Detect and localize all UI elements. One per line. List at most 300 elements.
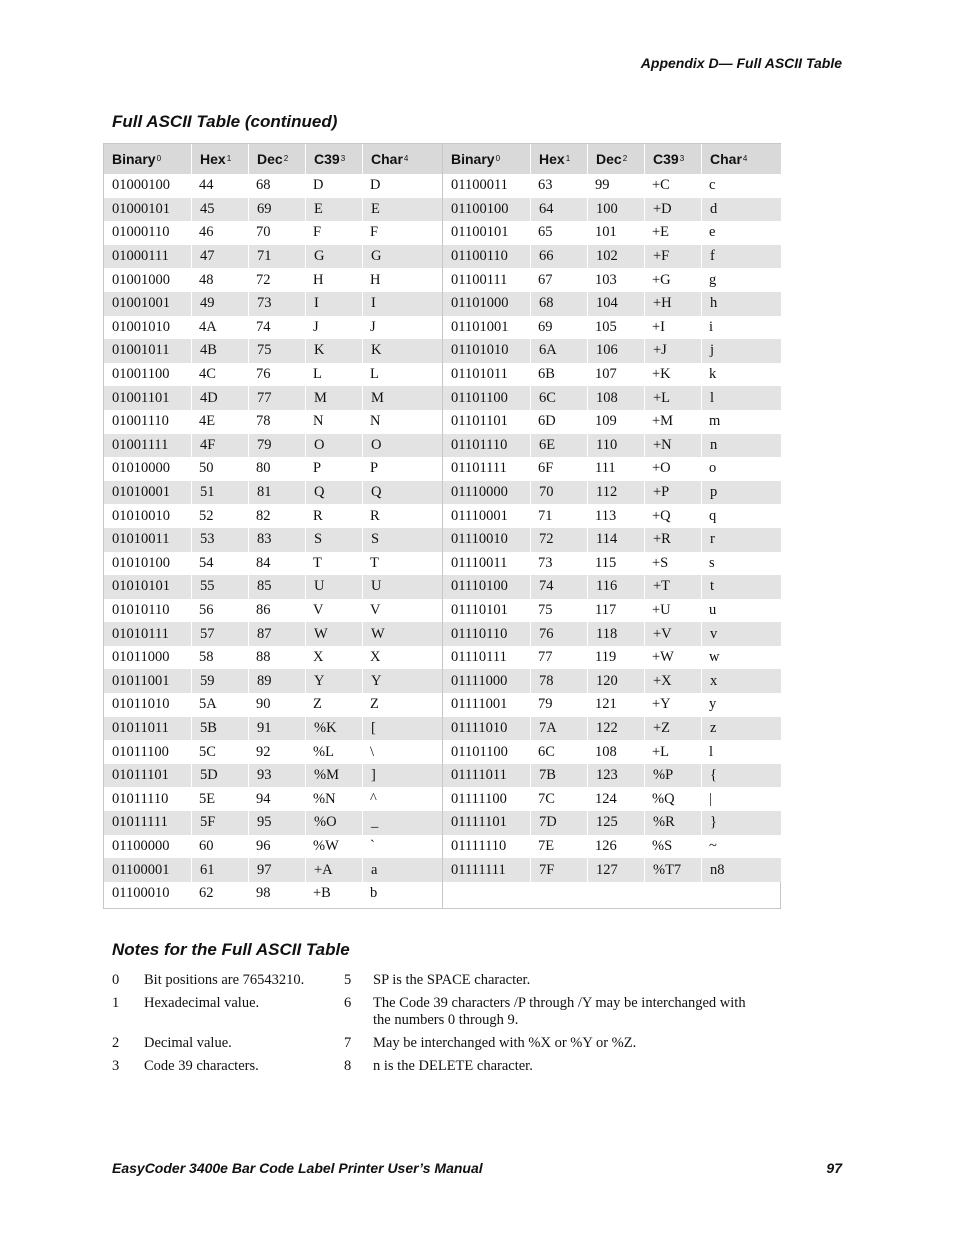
cell-char: w — [709, 649, 720, 666]
cell-c39: +V — [644, 622, 701, 646]
cell-char: ^ — [370, 790, 377, 807]
cell-dec: 74 — [256, 318, 271, 335]
cell-c39: +E — [652, 224, 670, 241]
cell-binary: 01001000 — [112, 271, 170, 288]
cell-binary: 01111011 — [451, 767, 507, 784]
cell-binary: 01101111 — [451, 460, 507, 477]
cell-char: q — [709, 507, 717, 524]
cell-char: d — [701, 198, 781, 222]
table-row — [443, 174, 781, 198]
ascii-table-right-half — [443, 144, 781, 882]
cell-dec: 109 — [595, 413, 617, 430]
cell-binary: 01110010 — [451, 531, 508, 548]
cell-c39: L — [313, 366, 322, 383]
cell-binary: 01110101 — [451, 601, 508, 618]
cell-char: i — [709, 318, 714, 335]
note-item — [112, 972, 344, 989]
cell-char: n8 — [701, 858, 781, 882]
cell-binary: 01100100 — [451, 200, 509, 217]
cell-char: l — [709, 743, 714, 760]
cell-c39: +X — [644, 669, 701, 693]
cell-dec: 119 — [595, 649, 617, 666]
cell-binary: 01111111 — [451, 861, 506, 878]
cell-dec: 118 — [587, 622, 644, 646]
cell-dec: 117 — [595, 601, 617, 618]
cell-dec: 68 — [256, 177, 271, 194]
cell-char: L — [370, 366, 379, 383]
cell-binary: 01010101 — [112, 578, 170, 595]
table-row — [443, 316, 781, 340]
cell-c39: %O — [305, 811, 362, 835]
cell-hex: 56 — [199, 601, 214, 618]
cell-binary: 01110100 — [451, 578, 508, 595]
cell-binary: 01001001 — [112, 295, 170, 312]
cell-hex: 6D — [538, 413, 556, 430]
cell-hex: 60 — [199, 837, 214, 854]
cell-binary: 01011000 — [112, 649, 170, 666]
cell-dec: 113 — [595, 507, 617, 524]
table-row — [104, 198, 442, 222]
table-row — [104, 622, 442, 646]
cell-hex: 71 — [538, 507, 553, 524]
cell-hex: 6F — [538, 460, 554, 477]
cell-c39: I — [305, 292, 362, 316]
cell-char: I — [362, 292, 442, 316]
cell-char: u — [709, 601, 717, 618]
cell-c39: +R — [644, 528, 701, 552]
table-row — [443, 646, 781, 670]
table-row — [104, 693, 442, 717]
cell-char: U — [362, 575, 442, 599]
cell-binary: 01001011 — [112, 342, 170, 359]
table-row — [104, 457, 442, 481]
cell-hex: 7A — [530, 717, 587, 741]
cell-char: O — [362, 434, 442, 458]
cell-dec: 97 — [248, 858, 305, 882]
cell-hex: 4B — [191, 339, 248, 363]
cell-c39: +I — [652, 318, 666, 335]
cell-dec: 87 — [248, 622, 305, 646]
cell-dec: 107 — [595, 366, 617, 383]
table-row — [443, 811, 781, 835]
cell-c39: +H — [644, 292, 701, 316]
table-row — [443, 221, 781, 245]
cell-char: S — [362, 528, 442, 552]
cell-binary: 01010100 — [112, 554, 170, 571]
table-row — [104, 386, 442, 410]
cell-hex: 4E — [199, 413, 216, 430]
table-row — [443, 787, 781, 811]
note-text: Bit positions are 76543210. — [144, 972, 305, 988]
cell-dec: 114 — [587, 528, 644, 552]
cell-binary: 01010000 — [112, 460, 170, 477]
cell-c39: +D — [644, 198, 701, 222]
cell-binary: 01011111 — [112, 814, 168, 831]
cell-dec: 116 — [587, 575, 644, 599]
column-header-dec: Dec 2 — [587, 144, 644, 174]
table-row — [104, 575, 442, 599]
cell-hex: 72 — [530, 528, 587, 552]
cell-hex: 67 — [538, 271, 553, 288]
cell-dec: 90 — [256, 696, 271, 713]
table-row — [104, 268, 442, 292]
table-row — [104, 669, 442, 693]
cell-c39: +U — [652, 601, 671, 618]
cell-c39: +J — [644, 339, 701, 363]
cell-dec: 83 — [248, 528, 305, 552]
cell-c39: %S — [652, 837, 673, 854]
cell-hex: 58 — [199, 649, 214, 666]
cell-dec: 94 — [256, 790, 271, 807]
cell-c39: W — [305, 622, 362, 646]
cell-hex: 79 — [538, 696, 553, 713]
cell-dec: 79 — [248, 434, 305, 458]
cell-dec: 101 — [595, 224, 617, 241]
cell-dec: 84 — [256, 554, 271, 571]
cell-dec: 80 — [256, 460, 271, 477]
table-row — [443, 410, 781, 434]
cell-c39: Q — [305, 481, 362, 505]
table-row — [104, 363, 442, 387]
note-text: n is the DELETE character. — [373, 1058, 533, 1074]
cell-dec: 102 — [587, 245, 644, 269]
note-number: 1 — [112, 995, 120, 1011]
cell-c39: H — [313, 271, 324, 288]
cell-dec: 108 — [595, 743, 617, 760]
table-row — [104, 787, 442, 811]
table-row — [104, 434, 442, 458]
cell-hex: 78 — [530, 669, 587, 693]
table-row — [104, 221, 442, 245]
column-header-label: Char — [710, 151, 742, 167]
table-title: Full ASCII Table (continued) — [112, 112, 338, 131]
cell-dec: 104 — [587, 292, 644, 316]
column-header-label: Hex — [539, 151, 565, 167]
cell-binary: 01000100 — [112, 177, 170, 194]
cell-c39: +C — [652, 177, 670, 194]
ascii-table — [103, 143, 781, 909]
cell-c39: O — [305, 434, 362, 458]
table-row — [443, 622, 781, 646]
cell-binary: 01010010 — [112, 507, 170, 524]
table-row — [443, 552, 781, 576]
cell-hex: 5D — [191, 764, 248, 788]
note-number: 5 — [344, 972, 352, 988]
cell-dec: 72 — [256, 271, 271, 288]
cell-c39: D — [313, 177, 324, 194]
notes-left-column — [112, 972, 344, 1081]
cell-char: X — [370, 649, 381, 666]
cell-binary: 01111110 — [451, 837, 507, 854]
cell-c39: +T — [644, 575, 701, 599]
cell-binary: 01100110 — [451, 248, 508, 265]
cell-dec: 106 — [587, 339, 644, 363]
cell-hex: 52 — [199, 507, 214, 524]
note-text: Code 39 characters. — [144, 1058, 259, 1074]
cell-hex: 57 — [191, 622, 248, 646]
cell-dec: 121 — [595, 696, 617, 713]
cell-c39: %T7 — [644, 858, 701, 882]
cell-hex: 55 — [191, 575, 248, 599]
table-row — [443, 669, 781, 693]
table-row — [443, 858, 781, 882]
cell-char: f — [701, 245, 781, 269]
column-header-label: Char — [371, 151, 403, 167]
table-row — [443, 740, 781, 764]
column-header-hex: Hex 1 — [191, 144, 248, 174]
cell-dec: 76 — [256, 366, 271, 383]
table-row — [443, 528, 781, 552]
cell-char: n — [701, 434, 781, 458]
table-row — [443, 268, 781, 292]
cell-hex: 66 — [530, 245, 587, 269]
note-text: The Code 39 characters /P through /Y may be interchanged with the numbers 0 through 9. — [373, 995, 746, 1028]
table-row — [104, 835, 442, 859]
cell-char: t — [701, 575, 781, 599]
table-row — [443, 363, 781, 387]
table-row — [104, 764, 442, 788]
cell-hex: 48 — [199, 271, 214, 288]
cell-binary: 01100010 — [112, 885, 170, 902]
cell-c39: +P — [644, 481, 701, 505]
column-header-label: Hex — [200, 151, 226, 167]
cell-binary: 01011101 — [112, 767, 169, 784]
cell-char: \ — [370, 743, 375, 760]
cell-binary: 01100101 — [451, 224, 509, 241]
column-header-hex: Hex 1 — [530, 144, 587, 174]
cell-char: | — [709, 790, 712, 807]
cell-binary: 01110011 — [451, 554, 508, 571]
column-header-label: Binary — [451, 151, 495, 167]
cell-char: o — [709, 460, 717, 477]
table-row — [104, 552, 442, 576]
cell-binary: 01010111 — [112, 625, 169, 642]
footer-title: EasyCoder 3400e Bar Code Label Printer User’s Manual — [112, 1160, 483, 1176]
cell-char: _ — [362, 811, 442, 835]
cell-dec: 85 — [248, 575, 305, 599]
cell-hex: 7B — [530, 764, 587, 788]
cell-c39: +O — [652, 460, 671, 477]
cell-char: M — [362, 386, 442, 410]
cell-c39: K — [305, 339, 362, 363]
table-row — [443, 386, 781, 410]
cell-hex: 5B — [191, 717, 248, 741]
notes-right-column — [344, 972, 764, 1081]
cell-dec: 100 — [587, 198, 644, 222]
cell-hex: 64 — [530, 198, 587, 222]
cell-c39: M — [305, 386, 362, 410]
table-row — [443, 717, 781, 741]
cell-hex: 68 — [530, 292, 587, 316]
cell-binary: 01111100 — [451, 790, 507, 807]
cell-c39: G — [305, 245, 362, 269]
note-item — [344, 1035, 764, 1052]
cell-dec: 99 — [595, 177, 610, 194]
cell-char: ` — [370, 837, 375, 854]
cell-binary: 01010001 — [112, 484, 170, 501]
cell-c39: +A — [305, 858, 362, 882]
note-item — [112, 1058, 344, 1075]
cell-c39: %M — [305, 764, 362, 788]
cell-hex: 53 — [191, 528, 248, 552]
cell-c39: +B — [313, 885, 331, 902]
note-number: 6 — [344, 995, 352, 1011]
cell-char: K — [362, 339, 442, 363]
cell-hex: 74 — [530, 575, 587, 599]
cell-char: Q — [362, 481, 442, 505]
cell-char: r — [701, 528, 781, 552]
cell-char: R — [370, 507, 380, 524]
cell-char: l — [701, 386, 781, 410]
cell-c39: F — [313, 224, 322, 241]
cell-c39: %Q — [652, 790, 675, 807]
note-number: 3 — [112, 1058, 120, 1074]
table-row — [443, 292, 781, 316]
cell-dec: 96 — [256, 837, 271, 854]
cell-char: W — [362, 622, 442, 646]
cell-c39: +S — [652, 554, 669, 571]
cell-hex: 61 — [191, 858, 248, 882]
cell-char: D — [370, 177, 381, 194]
cell-hex: 63 — [538, 177, 553, 194]
cell-dec: 110 — [587, 434, 644, 458]
table-row — [443, 434, 781, 458]
cell-hex: 4C — [199, 366, 216, 383]
cell-dec: 69 — [248, 198, 305, 222]
table-row — [104, 410, 442, 434]
cell-binary: 01111010 — [451, 719, 508, 736]
cell-c39: S — [305, 528, 362, 552]
cell-c39: +Z — [644, 717, 701, 741]
cell-c39: %W — [313, 837, 339, 854]
cell-hex: 59 — [191, 669, 248, 693]
cell-binary: 01100001 — [112, 861, 170, 878]
cell-binary: 01101110 — [451, 436, 508, 453]
cell-binary: 01011001 — [112, 672, 170, 689]
table-header-row — [104, 144, 442, 174]
column-header-binary: Binary 0 — [451, 151, 501, 167]
cell-char: H — [370, 271, 381, 288]
cell-hex: 65 — [538, 224, 553, 241]
cell-c39: +M — [652, 413, 674, 430]
cell-c39: +N — [644, 434, 701, 458]
cell-hex: 75 — [538, 601, 553, 618]
cell-dec: 78 — [256, 413, 271, 430]
column-header-label: Dec — [257, 151, 283, 167]
cell-dec: 75 — [248, 339, 305, 363]
cell-c39: X — [313, 649, 324, 666]
note-text: SP is the SPACE character. — [373, 972, 531, 988]
running-head: Appendix D— Full ASCII Table — [640, 55, 842, 71]
table-row — [443, 339, 781, 363]
cell-binary: 01010110 — [112, 601, 170, 618]
cell-hex: 5E — [199, 790, 216, 807]
cell-binary: 01100111 — [451, 271, 508, 288]
table-row — [104, 882, 442, 906]
cell-char: V — [370, 601, 381, 618]
cell-binary: 01100011 — [451, 177, 508, 194]
cell-dec: 70 — [256, 224, 271, 241]
cell-dec: 89 — [248, 669, 305, 693]
cell-char: s — [709, 554, 715, 571]
cell-c39: +L — [644, 386, 701, 410]
cell-dec: 86 — [256, 601, 271, 618]
note-number: 0 — [112, 972, 120, 988]
cell-char: a — [362, 858, 442, 882]
cell-dec: 103 — [595, 271, 617, 288]
cell-binary: 01100000 — [112, 837, 170, 854]
cell-dec: 105 — [595, 318, 617, 335]
note-item — [344, 995, 764, 1029]
cell-binary: 01000111 — [112, 248, 169, 265]
table-row — [443, 764, 781, 788]
cell-dec: 112 — [587, 481, 644, 505]
cell-char: N — [370, 413, 381, 430]
table-row — [443, 457, 781, 481]
cell-char: ] — [362, 764, 442, 788]
cell-c39: %K — [305, 717, 362, 741]
table-row — [443, 481, 781, 505]
table-row — [443, 198, 781, 222]
table-header-row — [443, 144, 781, 174]
cell-char: b — [370, 885, 378, 902]
cell-hex: 7D — [530, 811, 587, 835]
table-row — [443, 575, 781, 599]
column-header-char: Char 4 — [362, 144, 442, 174]
cell-binary: 01011100 — [112, 743, 169, 760]
cell-c39: +Y — [652, 696, 671, 713]
cell-dec: 124 — [595, 790, 617, 807]
cell-c39: +W — [652, 649, 674, 666]
cell-hex: 5C — [199, 743, 216, 760]
cell-binary: 01101010 — [451, 342, 509, 359]
cell-hex: 4D — [191, 386, 248, 410]
cell-char: Z — [370, 696, 379, 713]
table-row — [104, 316, 442, 340]
cell-binary: 01101101 — [451, 413, 508, 430]
cell-hex: 49 — [191, 292, 248, 316]
cell-dec: 92 — [256, 743, 271, 760]
cell-dec: 111 — [595, 460, 616, 477]
cell-hex: 7F — [530, 858, 587, 882]
cell-c39: P — [313, 460, 322, 477]
cell-char: E — [362, 198, 442, 222]
cell-c39: T — [313, 554, 322, 571]
cell-binary: 01101100 — [451, 389, 508, 406]
column-header-label: Binary — [112, 151, 156, 167]
cell-binary: 01110001 — [451, 507, 508, 524]
cell-c39: Y — [305, 669, 362, 693]
cell-dec: 77 — [248, 386, 305, 410]
cell-hex: 62 — [199, 885, 214, 902]
table-row — [104, 292, 442, 316]
cell-hex: 77 — [538, 649, 553, 666]
note-text: Decimal value. — [144, 1035, 232, 1051]
cell-binary: 01000110 — [112, 224, 170, 241]
cell-char: T — [370, 554, 379, 571]
cell-dec: 120 — [587, 669, 644, 693]
note-item — [344, 1058, 764, 1075]
cell-dec: 115 — [595, 554, 617, 571]
cell-hex: 47 — [191, 245, 248, 269]
cell-dec: 95 — [248, 811, 305, 835]
cell-dec: 108 — [587, 386, 644, 410]
cell-char: [ — [362, 717, 442, 741]
cell-c39: +Q — [652, 507, 671, 524]
cell-binary: 01101000 — [451, 295, 509, 312]
table-row — [104, 646, 442, 670]
cell-hex: 6A — [530, 339, 587, 363]
